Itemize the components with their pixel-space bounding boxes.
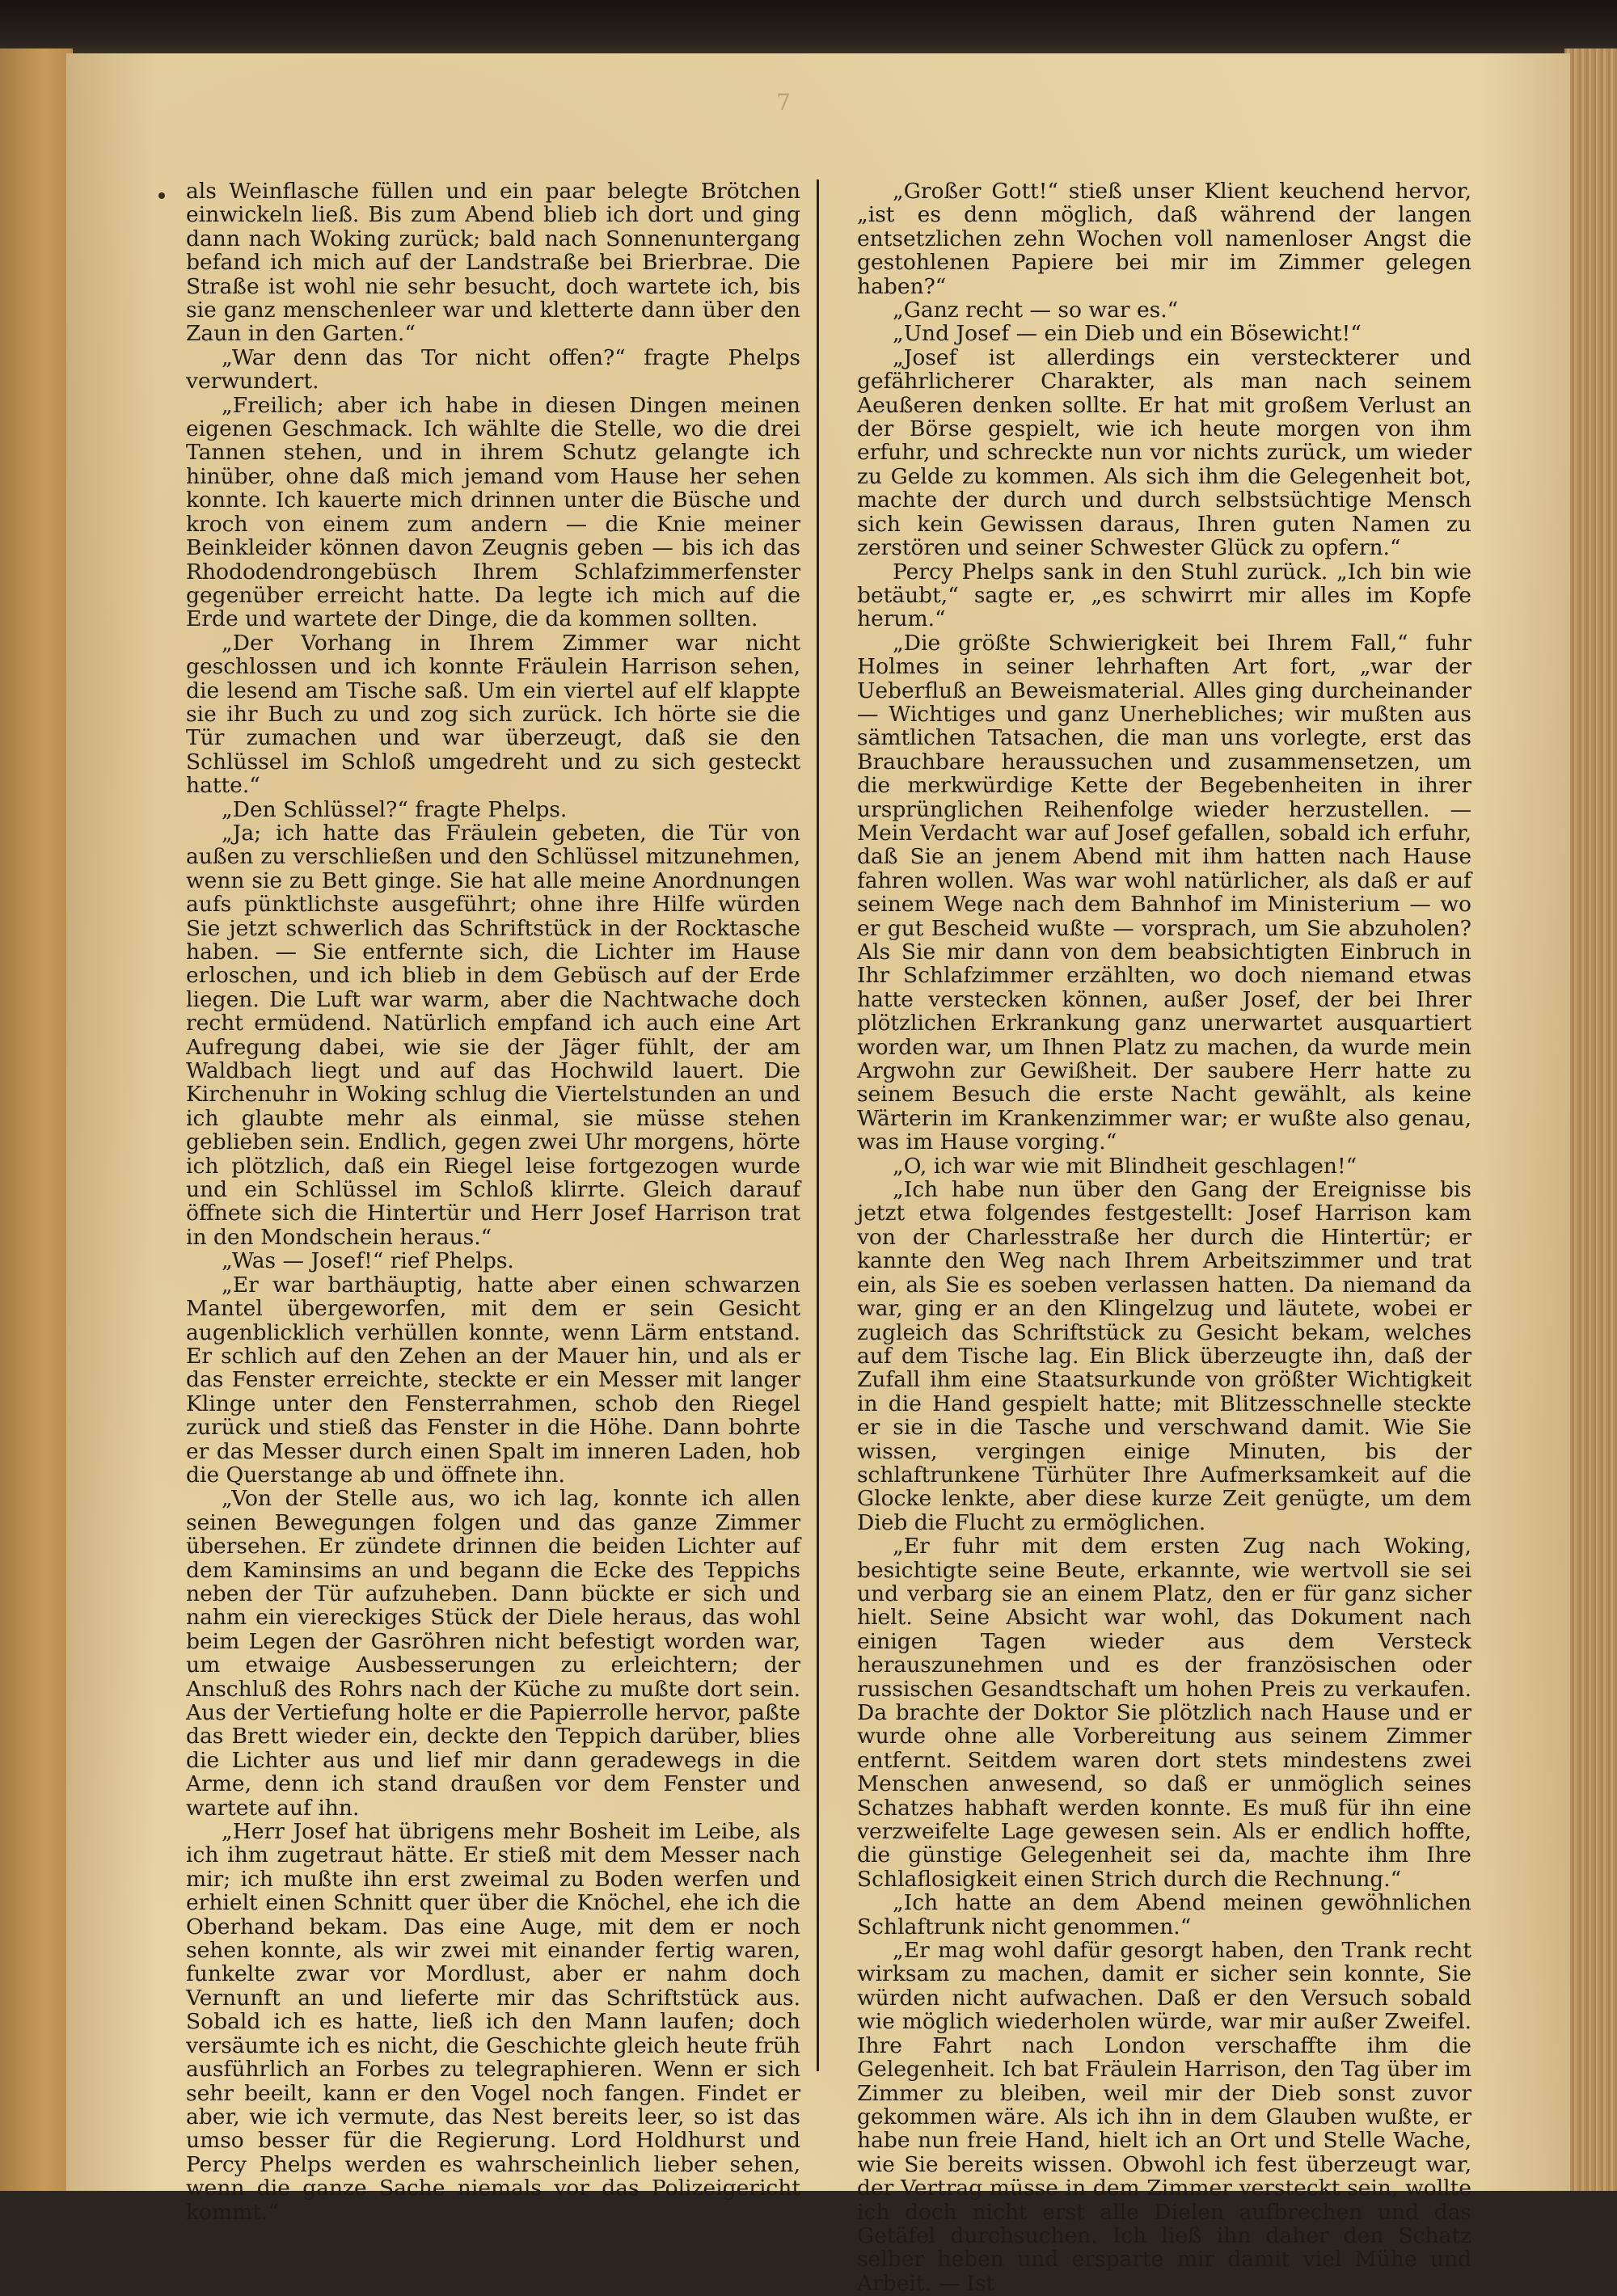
paragraph: „Ich habe nun über den Gang der Ereignisse bis jetzt etwa folgendes festgestellt: Josef Harrison kam von der Charlesstraße her durch die Hintertür; er kannte den Weg nach Ihrem Arbeitszimmer und trat ein, als Sie es soeben verlassen hatten. Da niemand da war, ging er an den Klingelzug und läutete, wobei er zugleich das Schriftstück zu Gesicht bekam, welches auf dem Tische lag. Ein Blick überzeugte ihn, daß der Zufall ihm eine Staatsurkunde von größter Wichtigkeit in die Hand gespielt hatte; mit Blitzesschnelle steckte er sie in die Tasche und verschwand damit. Wie Sie wissen, vergingen einige Minuten, bis der schlaftrunkene Türhüter Ihre Aufmerksamkeit auf die Glocke lenkte, aber diese kurze Zeit genügte, um dem Dieb die Flucht zu ermöglichen. [857,1177,1471,1535]
paragraph: Percy Phelps sank in den Stuhl zurück. „Ich bin wie betäubt,“ sagte er, „es schwirrt mir alles im Kopfe herum.“ [857,559,1471,632]
paragraph: „Ganz recht — so war es.“ [893,298,1179,323]
book-left-edge [0,49,73,2191]
paragraph: „Herr Josef hat übrigens mehr Bosheit im Leibe, als ich ihm zugetraut hätte. Er stieß mit dem Messer nach mir; ich mußte ihn erst zweimal zu Boden werfen und erhielt einen Schnitt quer über die Knöchel, ehe ich die Oberhand bekam. Das eine Auge, mit dem er noch sehen konnte, als wir zwei mit einander fertig waren, funkelte zwar vor Mordlust, aber er nahm doch Vernunft an und lieferte mir das Schriftstück aus. Sobald ich es hatte, ließ ich den Mann laufen; doch versäumte ich es nicht, die Geschichte gleich heute früh ausführlich an Forbes zu telegraphieren. Wenn er sich sehr beeilt, kann er den Vogel noch fangen. Findet er aber, wie ich vermute, das Nest bereits leer, so ist das umso besser für die Regierung. Lord Holdhurst und Percy Phelps werden es wahrscheinlich lieber sehen, wenn die ganze Sache niemals vor das Polizeigericht kommt.“ [186,1819,800,2225]
paragraph: „O, ich war wie mit Blindheit geschlagen!“ [893,1153,1357,1179]
column-divider [817,179,819,2071]
paragraph: „Von der Stelle aus, wo ich lag, konnte ich allen seinen Bewegungen folgen und das ganze Zimmer übersehen. Er zündete drinnen die beiden Lichter auf dem Kaminsims an und begann die Ecke des Teppichs neben der Tür aufzuheben. Dann bückte er sich und nahm ein viereckiges Stück der Diele heraus, das wohl beim Legen der Gasröhren nicht befestigt worden war, um etwaige Ausbesserungen zu erleichtern; der Anschluß des Rohrs nach der Küche zu mußte dort sein. Aus der Vertiefung holte er die Papierrolle hervor, paßte das Brett wieder ein, deckte den Teppich darüber, blies die Lichter aus und lief mir dann geradewegs in die Arme, denn ich stand draußen vor dem Fenster und wartete auf ihn. [186,1486,800,1821]
paragraph: „Ja; ich hatte das Fräulein gebeten, die Tür von außen zu verschließen und den Schlüssel mitzunehmen, wenn sie zu Bett ginge. Sie hat alle meine Anordnungen aufs pünktlichste ausgeführt; ohne ihre Hilfe würden Sie jetzt schwerlich das Schriftstück in der Rocktasche haben. — Sie entfernte sich, die Lichter im Hause erloschen, und ich blieb in dem Gebüsch auf der Erde liegen. Die Luft war warm, aber die Nachtwache doch recht ermüdend. Natürlich empfand ich auch eine Art Aufregung dabei, wie sie der Jäger fühlt, der am Waldbach liegt und auf das Hochwild lauert. Die Kirchenuhr in Woking schlug die Viertelstunden an und ich glaubte mehr als einmal, sie müsse stehen geblieben sein. Endlich, gegen zwei Uhr morgens, hörte ich plötzlich, daß ein Riegel leise fortgezogen wurde und ein Schlüssel im Schloß klirrte. Gleich darauf öffnete sich die Hintertür und Herr Josef Harrison trat in den Mondschein heraus.“ [186,820,800,1250]
paragraph: „Der Vorhang in Ihrem Zimmer war nicht geschlossen und ich konnte Fräulein Harrison sehen, die lesend am Tische saß. Um ein viertel auf elf klappte sie ihr Buch zu und zog sich zurück. Ich hörte sie die Tür zumachen und war überzeugt, daß sie den Schlüssel im Schloß umgedreht und zu sich gesteckt hatte.“ [186,630,800,799]
paragraph: „Großer Gott!“ stieß unser Klient keuchend hervor, „ist es denn möglich, daß während der langen entsetzlichen zehn Wochen voll namenloser Angst die gestohlenen Papiere bei mir im Zimmer gelegen haben?“ [857,179,1471,299]
right-text-column [857,179,1471,2295]
paragraph: „Josef ist allerdings ein versteckterer und gefährlicherer Charakter, als man nach seinem Aeußeren denken sollte. Er hat mit großem Verlust an der Börse gespielt, wie ich heute morgen von ihm erfuhr, und schreckte nun vor nichts zurück, um wieder zu Gelde zu kommen. Als sich ihm die Gelegenheit bot, machte der durch und durch selbstsüchtige Mensch sich kein Gewissen daraus, Ihren guten Namen zu zerstören und seiner Schwester Glück zu opfern.“ [857,344,1471,561]
paragraph: „Er fuhr mit dem ersten Zug nach Woking, besichtigte seine Beute, erkannte, wie wertvoll sie sei und verbarg sie an einem Platz, den er für ganz sicher hielt. Seine Absicht war wohl, das Dokument nach einigen Tagen wieder aus dem Versteck herauszunehmen und es der französischen oder russischen Gesandtschaft um hohen Preis zu verkaufen. Da brachte der Doktor Sie plötzlich nach Hause und er wurde ohne alle Vorbereitung aus seinem Zimmer entfernt. Seitdem waren dort stets mindestens zwei Menschen anwesend, so daß er unmöglich seines Schatzes habhaft werden konnte. Es muß für ihn eine verzweifelte Lage gewesen sein. Als er endlich hoffte, die günstige Gelegenheit sei da, machte ihm Ihre Schlaflosigkeit einen Strich durch die Rechnung.“ [857,1534,1471,1892]
paragraph: „Was — Josef!“ rief Phelps. [222,1248,514,1274]
paragraph: „Freilich; aber ich habe in diesen Dingen meinen eigenen Geschmack. Ich wählte die Stelle, wo die drei Tannen stehen, und in ihrem Schutz gelangte ich hinüber, ohne daß mich jemand vom Hause her sehen konnte. Ich kauerte mich drinnen unter die Büsche und kroch von einem zum andern — die Knie meiner Beinkleider können davon Zeugnis geben — bis ich das Rhododendrongebüsch Ihrem Schlafzimmerfenster gegenüber erreicht hatte. Da legte ich mich auf die Erde und wartete der Dinge, die da kommen sollten. [186,392,800,632]
paragraph: „Die größte Schwierigkeit bei Ihrem Fall,“ fuhr Holmes in seiner lehrhaften Art fort, „war der Ueberfluß an Beweismaterial. Alles ging durcheinander — Wichtiges und ganz Unerhebliches; wir mußten aus sämtlichen Tatsachen, die man uns vorlegte, erst das Brauchbare heraussuchen und zusammensetzen, um die merkwürdige Kette der Begebenheiten in ihrer ursprünglichen Reihenfolge wieder herzustellen. — Mein Verdacht war auf Josef gefallen, sobald ich erfuhr, daß Sie an jenem Abend mit ihm hatten nach Hause fahren wollen. Was war wohl natürlicher, als daß er auf seinem Wege nach dem Bahnhof im Ministerium — wo er gut Bescheid wußte — vorsprach, um Sie abzuholen? Als Sie mir dann von dem beabsichtigten Einbruch in Ihr Schlafzimmer erzählten, wo doch niemand etwas hatte verstecken können, außer Josef, der bei Ihrer plötzlichen Erkrankung ganz unerwartet ausquartiert worden war, um Ihnen Platz zu machen, da wurde mein Argwohn zur Gewißheit. Der saubere Herr hatte zu seinem Besuch die erste Nacht gewählt, als keine Wärterin im Krankenzimmer war; er wußte also genau, was im Hause vorging.“ [857,630,1471,1155]
paragraph: als Weinflasche füllen und ein paar belegte Brötchen einwickeln ließ. Bis zum Abend blieb ich dort und ging dann nach Woking zurück; bald nach Sonnenuntergang befand ich mich auf der Landstraße bei Brierbrae. Die Straße ist wohl nie sehr besucht, doch wartete ich, bis sie ganz menschenleer war und kletterte dann über den Zaun in den Garten.“ [186,179,800,347]
page-stack-edge [1564,49,1617,2191]
left-text-column [186,179,800,2224]
paragraph: „War denn das Tor nicht offen?“ fragte Phelps verwundert. [186,344,800,395]
paragraph: „Er war barthäuptig, hatte aber einen schwarzen Mantel übergeworfen, mit dem er sein Gesicht augenblicklich verhüllen konnte, wenn Lärm entstand. Er schlich auf den Zehen an der Mauer hin, und als er das Fenster erreichte, steckte er ein Messer mit langer Klinge unter den Fensterrahmen, schob den Riegel zurück und stieß das Fenster in die Höhe. Dann bohrte er das Messer durch einen Spalt im inneren Laden, hob die Querstange ab und öffnete ihn. [186,1272,800,1488]
page-number: 7 [776,89,792,116]
paragraph: „Er mag wohl dafür gesorgt haben, den Trank recht wirksam zu machen, damit er sicher sein konnte, Sie würden nicht aufwachen. Daß er den Versuch sobald wie möglich wiederholen würde, war mir außer Zweifel. Ihre Fahrt nach London verschaffte ihm die Gelegenheit. Ich bat Fräulein Harrison, den Tag über im Zimmer zu bleiben, weil mir der Dieb sonst zuvor gekommen wäre. Als ich ihn in dem Glauben wußte, er habe nun freie Hand, hielt ich an Ort und Stelle Wache, wie Sie bereits wissen. Obwohl ich fest überzeugt war, der Vertrag müsse in dem Zimmer versteckt sein, wollte ich doch nicht erst alle Dielen aufbrechen und das Getäfel durchsuchen. Ich ließ ihn daher den Schatz selber heben und ersparte mir damit viel Mühe und Arbeit. — Ist [857,1938,1471,2296]
paragraph: „Ich hatte an dem Abend meinen gewöhnlichen Schlaftrunk nicht genommen.“ [857,1890,1471,1939]
paragraph: „Und Josef — ein Dieb und ein Bösewicht!“ [893,321,1362,347]
paragraph: „Den Schlüssel?“ fragte Phelps. [222,796,568,822]
margin-mark [158,192,165,199]
